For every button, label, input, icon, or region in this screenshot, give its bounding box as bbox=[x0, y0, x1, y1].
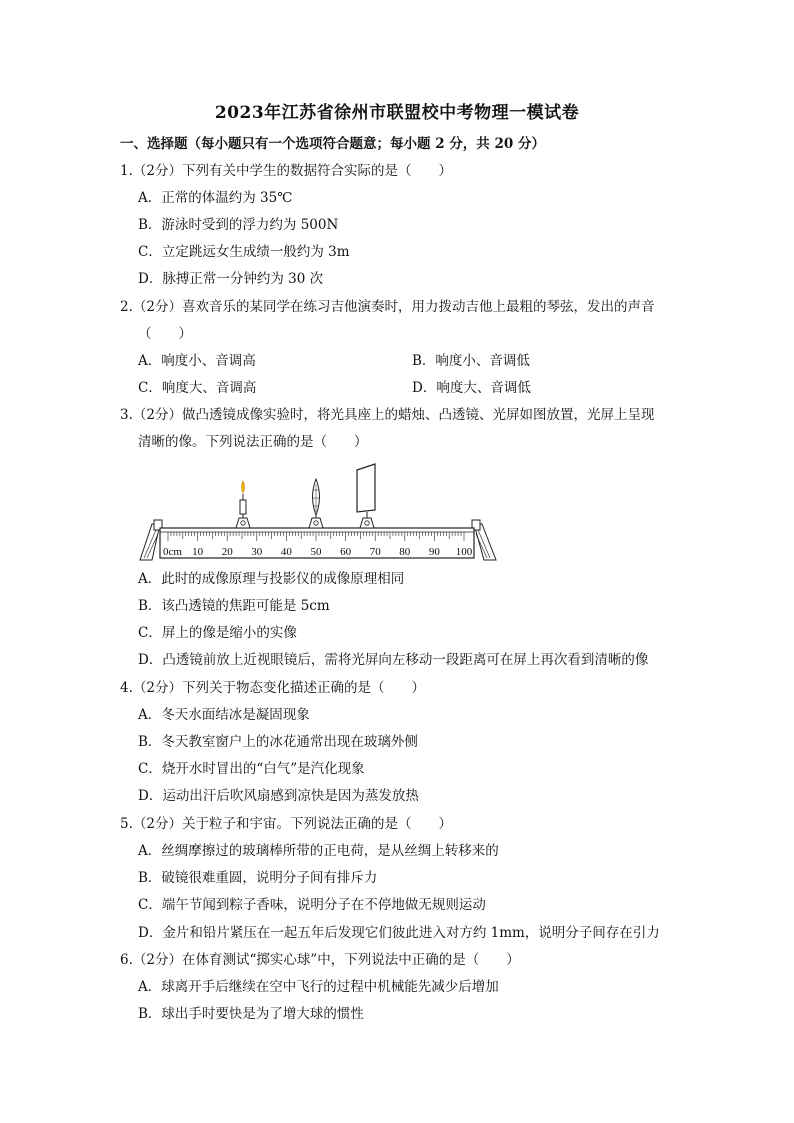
q5-option-b: B．破镜很难重圆，说明分子间有排斥力 bbox=[138, 870, 378, 886]
ruler-label: 40 bbox=[280, 546, 292, 558]
q5-option-c: C．端午节闻到粽子香味，说明分子在不停地做无规则运动 bbox=[138, 897, 486, 913]
q1-option-b: B．游泳时受到的浮力约为 500N bbox=[138, 217, 339, 233]
ruler-label: 70 bbox=[369, 546, 381, 558]
question-5-stem: 5.（2分）关于粒子和宇宙。下列说法正确的是（ ） bbox=[120, 816, 452, 832]
section-heading: 一、选择题（每小题只有一个选项符合题意；每小题 2 分，共 20 分） bbox=[120, 136, 545, 152]
question-3-stem: 3.（2分）做凸透镜成像实验时，将光具座上的蜡烛、凸透镜、光屏如图放置，光屏上呈现 bbox=[120, 407, 655, 423]
candle-flame bbox=[242, 481, 245, 493]
optical-bench-figure bbox=[138, 460, 498, 568]
candle bbox=[236, 481, 250, 528]
q6-option-b: B．球出手时要快是为了增大球的惯性 bbox=[138, 1006, 364, 1022]
q4-option-b: B．冬天教室窗户上的冰花通常出现在玻璃外侧 bbox=[138, 734, 418, 750]
ruler-label: 50 bbox=[310, 546, 322, 558]
ruler-label: 20 bbox=[221, 546, 233, 558]
ruler-label: 100 bbox=[455, 546, 473, 558]
q4-option-d: D．运动出汗后吹风扇感到凉快是因为蒸发放热 bbox=[138, 788, 419, 804]
q3-option-a: A．此时的成像原理与投影仪的成像原理相同 bbox=[138, 571, 405, 587]
q4-option-c: C．烧开水时冒出的“白气”是汽化现象 bbox=[138, 761, 365, 777]
ruler-label: 30 bbox=[251, 546, 263, 558]
page-title: 2023年江苏省徐州市联盟校中考物理一模试卷 bbox=[214, 103, 580, 123]
q3-option-b: B．该凸透镜的焦距可能是 5cm bbox=[138, 598, 330, 614]
q2-option-c: C．响度大、音调高 bbox=[138, 380, 257, 396]
q1-option-a: A．正常的体温约为 35℃ bbox=[138, 190, 293, 206]
q1-option-d: D．脉搏正常一分钟约为 30 次 bbox=[138, 271, 324, 287]
q1-option-c: C．立定跳远女生成绩一般约为 3m bbox=[138, 244, 350, 260]
ruler-label: 90 bbox=[428, 546, 440, 558]
ruler-label: 10 bbox=[192, 546, 204, 558]
question-6-stem: 6.（2分）在体育测试“掷实心球”中，下列说法中正确的是（ ） bbox=[120, 952, 520, 968]
q3-option-c: C．屏上的像是缩小的实像 bbox=[138, 625, 297, 641]
optical-bench-svg bbox=[138, 460, 498, 564]
q2-option-d: D．响度大、音调低 bbox=[412, 380, 531, 396]
q3-option-d: D．凸透镜前放上近视眼镜后，需将光屏向左移动一段距离可在屏上再次看到清晰的像 bbox=[138, 652, 649, 668]
question-1-stem: 1.（2分）下列有关中学生的数据符合实际的是（ ） bbox=[120, 163, 452, 179]
question-2-stem-cont: （ ） bbox=[138, 326, 192, 342]
q5-option-a: A．丝绸摩擦过的玻璃棒所带的正电荷，是从丝绸上转移来的 bbox=[138, 843, 499, 859]
q4-option-a: A．冬天水面结冰是凝固现象 bbox=[138, 707, 310, 723]
ruler-label: 80 bbox=[399, 546, 411, 558]
question-4-stem: 4.（2分）下列关于物态变化描述正确的是（ ） bbox=[120, 680, 425, 696]
light-screen bbox=[357, 464, 375, 528]
question-2-stem: 2.（2分）喜欢音乐的某同学在练习吉他演奏时，用力拨动吉他上最粗的琴弦，发出的声音 bbox=[120, 299, 655, 315]
q5-option-d: D．金片和铅片紧压在一起五年后发现它们彼此进入对方约 1mm，说明分子间存在引力 bbox=[138, 925, 660, 941]
question-3-stem-cont: 清晰的像。下列说法正确的是（ ） bbox=[138, 434, 368, 450]
q2-option-a: A．响度小、音调高 bbox=[138, 353, 256, 369]
q6-option-a: A．球离开手后继续在空中飞行的过程中机械能先减少后增加 bbox=[138, 979, 499, 995]
ruler-label: 0cm bbox=[163, 546, 182, 558]
q2-option-b: B．响度小、音调低 bbox=[412, 353, 530, 369]
ruler-label: 60 bbox=[340, 546, 352, 558]
convex-lens bbox=[309, 479, 323, 528]
